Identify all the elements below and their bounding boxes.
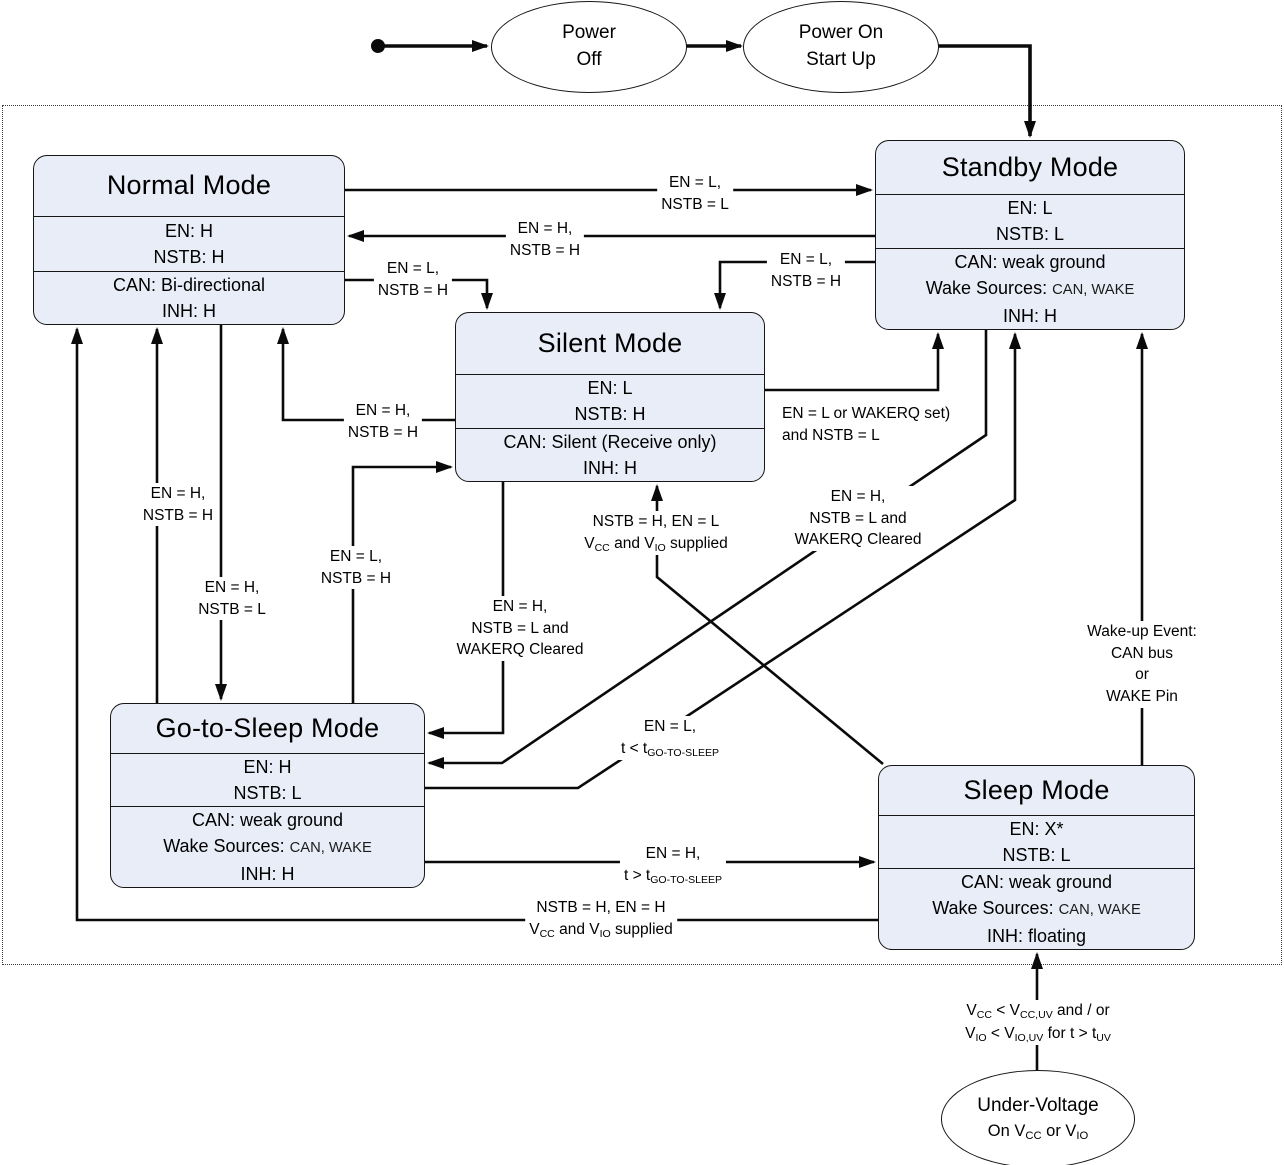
state-row: Wake Sources: CAN, WAKE (932, 898, 1141, 918)
label-line: EN = H, (150, 485, 206, 502)
state-row: NSTB: H (153, 246, 225, 267)
label-line: EN = L, (779, 251, 833, 268)
label-line: EN = L, (668, 174, 722, 191)
label-line: CAN bus (1110, 644, 1174, 662)
state-row: INH: H (240, 864, 295, 884)
state-title: Normal Mode (106, 170, 272, 201)
state-title: Silent Mode (537, 327, 683, 358)
label-line: WAKERQ Cleared (456, 641, 584, 659)
label-line: or (1135, 666, 1149, 684)
label-line: VCC and VIO supplied (529, 920, 673, 940)
initial-state-dot (371, 39, 385, 53)
state-row: INH: H (1003, 306, 1057, 326)
edge-sleep-to-normal (77, 329, 878, 920)
label-line: NSTB = H (347, 423, 419, 441)
label-line: EN = L, (386, 260, 440, 277)
label-line: NSTB = L (661, 195, 729, 213)
label-line: t < tGO-TO-SLEEP (620, 739, 720, 759)
label-line: NSTB = L (198, 600, 266, 618)
label-line: NSTB = H (142, 506, 214, 524)
state-row: NSTB: L (233, 783, 302, 803)
edge-power-on-to-standby (937, 46, 1030, 136)
ellipse-label: Start Up (806, 49, 876, 70)
label-line: NSTB = L and (809, 509, 907, 527)
state-row: CAN: weak ground (954, 252, 1106, 272)
edge-standby-to-silent (720, 262, 875, 308)
ellipse-label: Power On (798, 22, 884, 44)
state-title: Sleep Mode (963, 775, 1110, 805)
ellipse-state-power-on-start-up (743, 1, 939, 93)
label-line: WAKE Pin (1106, 688, 1178, 706)
state-row: NSTB: L (1002, 845, 1071, 865)
label-line: Wake-up Event: (1087, 623, 1197, 640)
state-row: EN: H (243, 757, 292, 777)
label-line: EN = H, (204, 579, 260, 596)
edge-silent-to-standby (765, 334, 938, 390)
ellipse-label: On VCC or VIO (987, 1121, 1089, 1143)
state-row: NSTB: H (574, 404, 646, 425)
state-row: NSTB: L (995, 224, 1065, 245)
label-line: EN = H, (492, 598, 548, 615)
state-row: EN: L (587, 378, 633, 399)
label-line: EN = H, (517, 220, 573, 237)
label-line: NSTB = H, EN = H (536, 899, 666, 916)
state-row: CAN: weak ground (191, 810, 344, 830)
label-line: VIO < VIO,UV for t > tUV (965, 1024, 1111, 1044)
label-line: NSTB = H (377, 281, 449, 299)
state-row: EN: L (1007, 198, 1053, 219)
label-line: VCC < VCC,UV and / or (966, 1002, 1110, 1021)
label-line: NSTB = H (770, 272, 842, 290)
state-row: EN: X* (1009, 819, 1064, 839)
label-line: EN = H, (830, 488, 886, 505)
state-row: CAN: Bi-directional (112, 275, 266, 295)
state-row: Wake Sources: CAN, WAKE (925, 278, 1135, 298)
state-row: CAN: weak ground (960, 872, 1113, 892)
label-line: EN = H, (355, 402, 411, 419)
edge-silent-to-normal (283, 329, 455, 420)
state-row: INH: floating (986, 926, 1087, 946)
ellipse-label: Under-Voltage (977, 1095, 1099, 1117)
ellipse-state-power-off (491, 1, 687, 93)
state-row: Wake Sources: CAN, WAKE (163, 836, 372, 856)
ellipse-label: Power (562, 22, 616, 44)
state-row: EN: H (164, 220, 213, 241)
label-line: NSTB = H (509, 241, 581, 259)
edge-silent-to-go-to-sleep (429, 482, 503, 733)
label-line: EN = L, (643, 718, 697, 735)
state-row: CAN: Silent (Receive only) (503, 432, 717, 452)
label-line: NSTB = H (320, 569, 392, 587)
state-title: Standby Mode (941, 151, 1119, 182)
state-row: INH: H (162, 301, 216, 321)
label-line: WAKERQ Cleared (794, 531, 922, 549)
edge-standby-to-go-to-sleep (429, 330, 986, 763)
state-title: Go-to-Sleep Mode (155, 713, 380, 743)
ellipse-state-under-voltage (941, 1070, 1135, 1165)
label-line: NSTB = H, EN = L (592, 513, 720, 530)
label-line: t > tGO-TO-SLEEP (623, 866, 723, 886)
label-line: and NSTB = L (782, 426, 880, 444)
edge-normal-to-silent (345, 280, 487, 308)
transition-arrows (77, 39, 1142, 1071)
label-line: EN = H, (645, 845, 701, 862)
edge-go-to-sleep-to-standby (425, 334, 1015, 788)
state-row: INH: H (583, 458, 637, 478)
label-line: NSTB = L and (471, 619, 569, 637)
label-line: VCC and VIO supplied (584, 534, 728, 554)
label-line: EN = L, (329, 548, 383, 565)
label-line: EN = L or WAKERQ set) (782, 405, 951, 422)
edge-go-to-sleep-to-silent (353, 467, 451, 703)
ellipse-label: Off (576, 49, 602, 70)
